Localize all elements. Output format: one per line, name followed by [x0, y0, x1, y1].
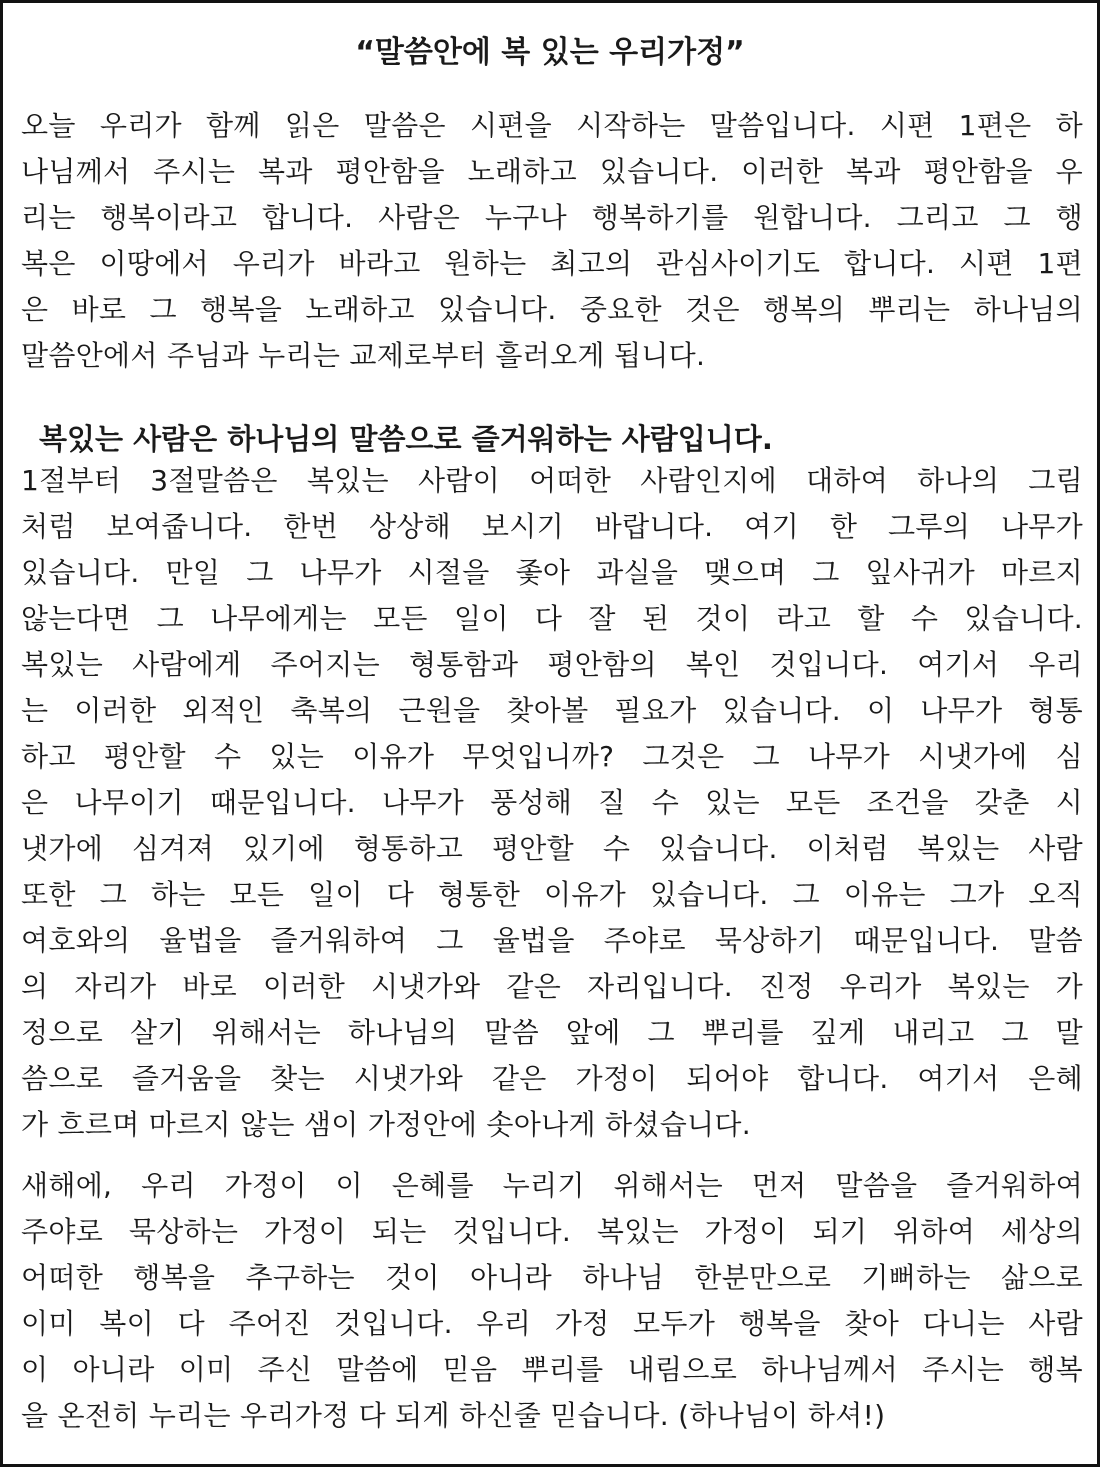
- text-line: 나님께서 주시는 복과 평안함을 노래하고 있습니다. 이러한 복과 평안함을 우: [21, 155, 1083, 188]
- page-title: “말씀안에 복 있는 우리가정”: [355, 35, 745, 70]
- text-line: 복은 이땅에서 우리가 바라고 원하는 최고의 관심사이기도 합니다. 시편 1편: [21, 247, 1083, 280]
- text-line: 냇가에 심겨져 있기에 형통하고 평안할 수 있습니다. 이처럼 복있는 사람: [21, 832, 1083, 865]
- text-line: 않는다면 그 나무에게는 모든 일이 다 잘 된 것이 라고 할 수 있습니다.: [21, 602, 1083, 635]
- text-line: 을 온전히 누리는 우리가정 다 되게 하신줄 믿습니다. (하나님이 하셔!): [21, 1399, 886, 1432]
- text-line: 은 바로 그 행복을 노래하고 있습니다. 중요한 것은 행복의 뿌리는 하나님의: [21, 293, 1083, 326]
- text-line: 처럼 보여줍니다. 한번 상상해 보시기 바랍니다. 여기 한 그루의 나무가: [21, 510, 1083, 543]
- text-line: 어떠한 행복을 추구하는 것이 아니라 하나님 한분만으로 기뻐하는 삶으로: [21, 1261, 1083, 1294]
- text-line: 리는 행복이라고 합니다. 사람은 누구나 행복하기를 원합니다. 그리고 그 행: [21, 201, 1083, 234]
- text-line: 의 자리가 바로 이러한 시냇가와 같은 자리입니다. 진정 우리가 복있는 가: [21, 970, 1083, 1003]
- text-line: 이미 복이 다 주어진 것입니다. 우리 가정 모두가 행복을 찾아 다니는 사람: [21, 1307, 1083, 1340]
- text-line: 복있는 사람에게 주어지는 형통함과 평안함의 복인 것입니다. 여기서 우리: [21, 648, 1083, 681]
- text-line: 이 아니라 이미 주신 말씀에 믿음 뿌리를 내림으로 하나님께서 주시는 행복: [21, 1353, 1083, 1386]
- text-line: 새해에, 우리 가정이 이 은혜를 누리기 위해서는 먼저 말씀을 즐거워하여: [21, 1169, 1083, 1202]
- text-line: 여호와의 율법을 즐거워하여 그 율법을 주야로 묵상하기 때문입니다. 말씀: [21, 924, 1083, 957]
- text-line: 정으로 살기 위해서는 하나님의 말씀 앞에 그 뿌리를 깊게 내리고 그 말: [21, 1016, 1083, 1049]
- text-line: 또한 그 하는 모든 일이 다 형통한 이유가 있습니다. 그 이유는 그가 오직: [21, 878, 1083, 911]
- paragraph-intro: [21, 103, 1083, 379]
- text-line: 는 이러한 외적인 축복의 근원을 찾아볼 필요가 있습니다. 이 나무가 형통: [21, 694, 1083, 727]
- paragraph-conclusion: [21, 1163, 1083, 1439]
- text-line: 하고 평안할 수 있는 이유가 무엇입니까? 그것은 그 나무가 시냇가에 심: [21, 740, 1083, 773]
- text-line: 가 흐르며 마르지 않는 샘이 가정안에 솟아나게 하셨습니다.: [21, 1108, 751, 1141]
- text-line: 씀으로 즐거움을 찾는 시냇가와 같은 가정이 되어야 합니다. 여기서 은혜: [21, 1062, 1083, 1095]
- text-line: 주야로 묵상하는 가정이 되는 것입니다. 복있는 가정이 되기 위하여 세상의: [21, 1215, 1083, 1248]
- section-heading: 복있는 사람은 하나님의 말씀으로 즐거워하는 사람입니다.: [39, 422, 773, 456]
- text-line: 1절부터 3절말씀은 복있는 사람이 어떠한 사람인지에 대하여 하나의 그림: [21, 464, 1083, 497]
- text-line: 있습니다. 만일 그 나무가 시절을 좇아 과실을 맺으며 그 잎사귀가 마르지: [21, 556, 1083, 589]
- text-line: 말씀안에서 주님과 누리는 교제로부터 흘러오게 됩니다.: [21, 339, 706, 372]
- text-line: 은 나무이기 때문입니다. 나무가 풍성해 질 수 있는 모든 조건을 갖춘 시: [21, 786, 1083, 819]
- paragraph-body: [21, 458, 1083, 1148]
- text-line: 오늘 우리가 함께 읽은 말씀은 시편을 시작하는 말씀입니다. 시편 1편은 하: [21, 109, 1083, 142]
